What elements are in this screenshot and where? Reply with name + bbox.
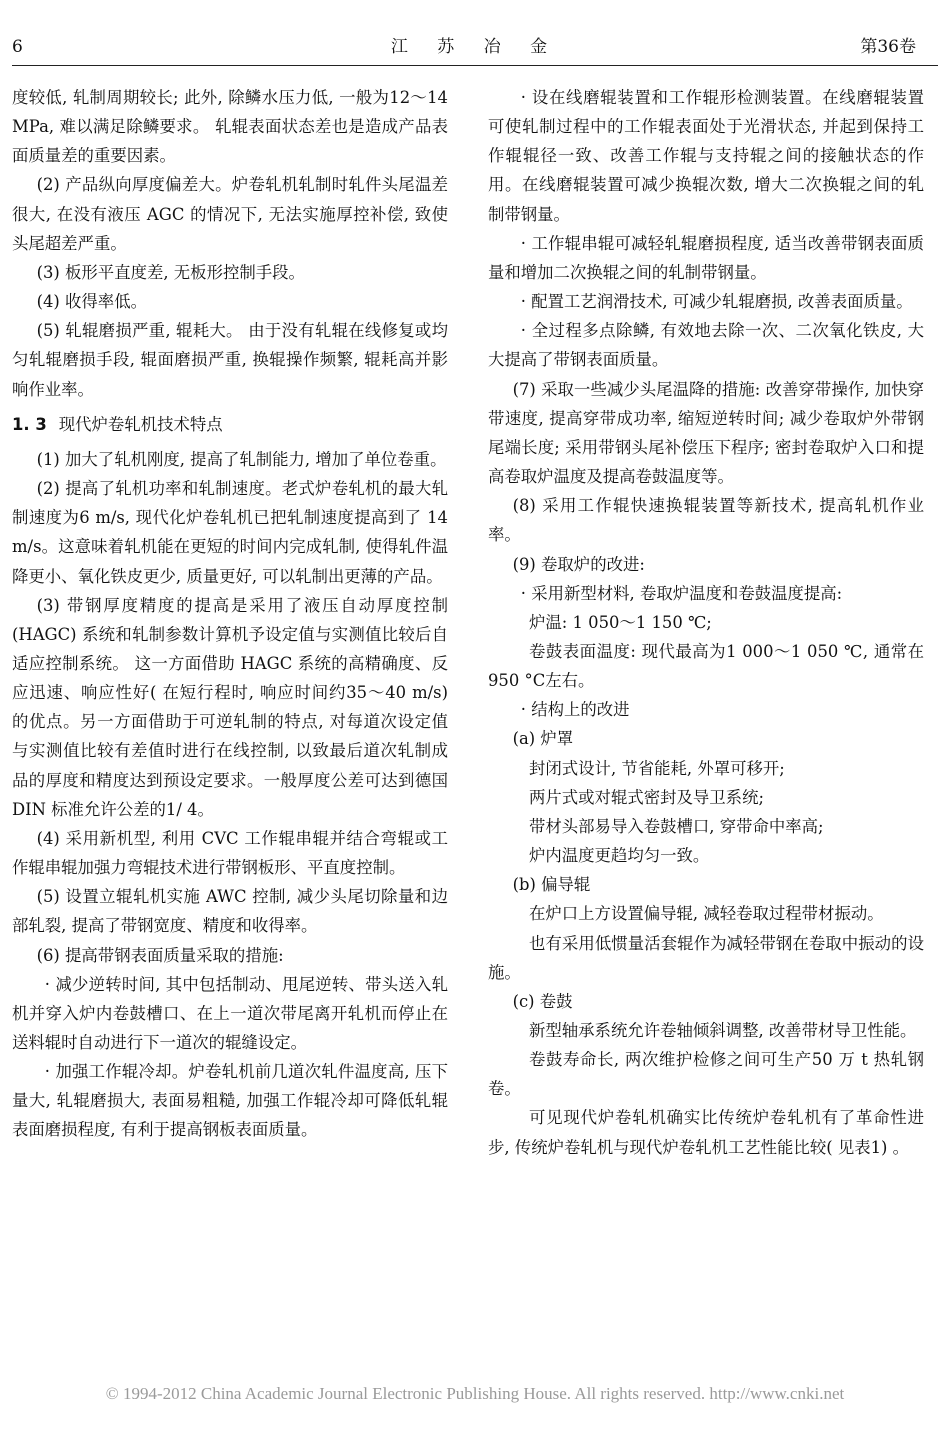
copyright-footer: © 1994-2012 China Academic Journal Electronic Publishing House. All rights reserved. http://www.cnki.net [105, 1384, 845, 1403]
paragraph: (3) 带钢厚度精度的提高是采用了液压自动厚度控制(HAGC) 系统和轧制参数计算机予设定值与实测值比较后自适应控制系统。 这一方面借助 HAGC 系统的高精确度、反应迅速、响应性好( 在短行程时, 响应时间约35～40 m/s) 的优点。另一方面借助于可逆轧制的特点, 对每道次设定值与实测值比较有差值时进行在线控制, 以致最后道次轧制成品的厚度和精度达到预设定要求。一般厚度公差可达到德国DIN 标准允许公差的1/ 4。 [12, 595, 448, 819]
paragraph: (9) 卷取炉的改进: [512, 554, 645, 574]
paragraph: · 结构上的改进 [520, 700, 630, 720]
paragraph: 带材头部易导入卷鼓槽口, 穿带命中率高; [529, 816, 824, 836]
paragraph: (1) 加大了轧机刚度, 提高了轧制能力, 增加了单位卷重。 [36, 449, 447, 469]
paragraph: · 配置工艺润滑技术, 可减少轧辊磨损, 改善表面质量。 [520, 292, 913, 312]
paragraph: · 采用新型材料, 卷取炉温度和卷鼓温度提高: [520, 583, 843, 603]
paragraph: · 减少逆转时间, 其中包括制动、甩尾逆转、带头送入轧机并穿入炉内卷鼓槽口、在上一道次带尾离开轧机而停止在送料辊时自动进行下一道次的辊缝设定。 [12, 974, 448, 1052]
paragraph: 卷鼓寿命长, 两次维护检修之间可生产50 万 t 热轧钢卷。 [488, 1050, 924, 1099]
paragraph: 也有采用低惯量活套辊作为减轻带钢在卷取中振动的设施。 [488, 933, 924, 982]
paragraph: (a) 炉罩 [512, 729, 574, 749]
section-number: 1. 3 [12, 414, 47, 434]
paragraph: (2) 产品纵向厚度偏差大。炉卷轧机轧制时轧件头尾温差很大, 在没有液压 AGC 的情况下, 无法实施厚控补偿, 致使头尾超差严重。 [12, 175, 448, 253]
page-header [0, 0, 950, 72]
paragraph: · 工作辊串辊可减轻轧辊磨损程度, 适当改善带钢表面质量和增加二次换辊之间的轧制带钢量。 [488, 233, 924, 282]
paragraph: 度较低, 轧制周期较长; 此外, 除鳞水压力低, 一般为12～14 MPa, 难以满足除鳞要求。 轧辊表面状态差也是造成产品表面质量差的重要因素。 [12, 88, 448, 166]
paragraph: (6) 提高带钢表面质量采取的措施: [36, 945, 284, 965]
paragraph: 新型轴承系统允许卷轴倾斜调整, 改善带材导卫性能。 [529, 1021, 917, 1040]
paragraph: (5) 轧辊磨损严重, 辊耗大。 由于没有轧辊在线修复或均匀轧辊磨损手段, 辊面磨损严重, 换辊操作频繁, 辊耗高并影响作业率。 [12, 321, 448, 399]
paragraph: 封闭式设计, 节省能耗, 外罩可移开; [529, 758, 785, 778]
volume-label: 第36卷 [860, 37, 916, 57]
page-number: 6 [12, 37, 23, 57]
paragraph: (5) 设置立辊轧机实施 AWC 控制, 减少头尾切除量和边部轧裂, 提高了带钢宽度、精度和收得率。 [12, 887, 448, 936]
paragraph: · 加强工作辊冷却。炉卷轧机前几道次轧件温度高, 压下量大, 轧辊磨损大, 表面易粗糙, 加强工作辊冷却可降低轧辊表面磨损程度, 有利于提高钢板表面质量。 [12, 1062, 448, 1140]
paragraph: 炉内温度更趋均匀一致。 [529, 846, 710, 866]
paragraph: (8) 采用工作辊快速换辊装置等新技术, 提高轧机作业率。 [488, 496, 924, 545]
paragraph: (4) 采用新机型, 利用 CVC 工作辊串辊并结合弯辊或工作辊串辊加强力弯辊技术进行带钢板形、平直度控制。 [12, 828, 448, 878]
paragraph: 两片式或对辊式密封及导卫系统; [529, 787, 764, 807]
paragraph: (c) 卷鼓 [512, 991, 573, 1011]
paragraph: (2) 提高了轧机功率和轧制速度。老式炉卷轧机的最大轧制速度为6 m/s, 现代化炉卷轧机已把轧制速度提高到了 14 m/s。这意味着轧机能在更短的时间内完成轧制, 使得轧件温降更小、氧化铁皮更少, 质量更好, 可以轧制出更薄的产品。 [12, 479, 448, 586]
paragraph: · 全过程多点除鳞, 有效地去除一次、二次氧化铁皮, 大大提高了带钢表面质量。 [488, 321, 924, 370]
left-column [12, 83, 448, 1145]
paragraph: (3) 板形平直度差, 无板形控制手段。 [36, 262, 305, 282]
paragraph: (4) 收得率低。 [36, 292, 147, 312]
paragraph: 可见现代炉卷轧机确实比传统炉卷轧机有了革命性进步, 传统炉卷轧机与现代炉卷轧机工艺性能比较( 见表1) 。 [488, 1108, 924, 1157]
paragraph: 卷鼓表面温度: 现代最高为1 000～1 050 ℃, 通常在950 °C左右。 [488, 641, 924, 691]
header-rule [12, 65, 938, 66]
section-title: 现代炉卷轧机技术特点 [58, 414, 223, 434]
right-column [488, 83, 924, 1162]
paragraph: 在炉口上方设置偏导辊, 减轻卷取过程带材振动。 [529, 904, 884, 924]
section-heading [12, 410, 448, 439]
paragraph: (7) 采取一些减少头尾温降的措施: 改善穿带操作, 加快穿带速度, 提高穿带成功率, 缩短逆转时间; 减少卷取炉外带钢尾端长度; 采用带钢头尾补偿压下程序; 密封卷取炉入口和提高卷取炉温度及提高卷鼓温度等。 [488, 379, 924, 487]
paragraph: (b) 偏导辊 [512, 875, 591, 895]
journal-title: 江 苏 冶 金 [390, 37, 560, 57]
paragraph: 炉温: 1 050～1 150 ℃; [529, 612, 712, 632]
paragraph: · 设在线磨辊装置和工作辊形检测装置。在线磨辊装置可使轧制过程中的工作辊表面处于光滑状态, 并起到保持工作辊辊径一致、改善工作辊与支持辊之间的接触状态的作用。在线磨辊装置可减少换辊次数, 增大二次换辊之间的轧制带钢量。 [488, 88, 924, 224]
